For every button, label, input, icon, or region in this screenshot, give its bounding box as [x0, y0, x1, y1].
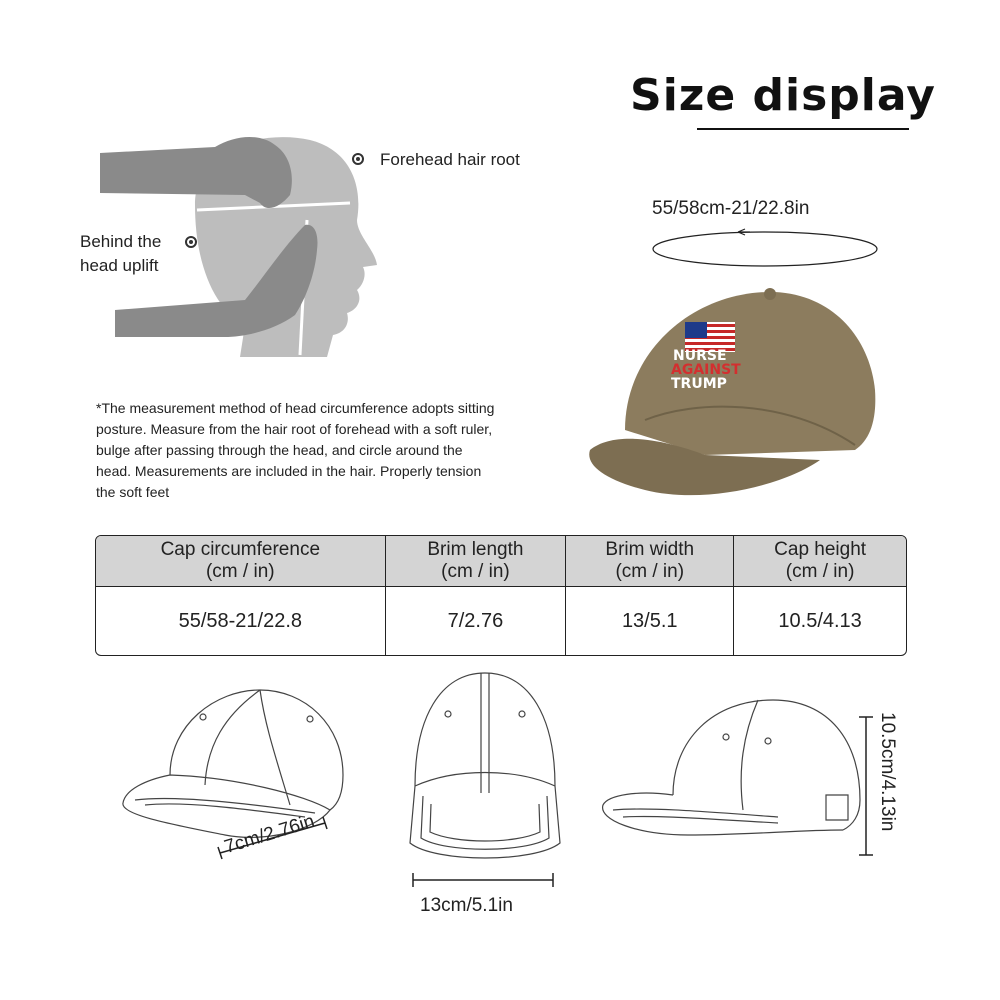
brim-length-label: 7cm/2.76in — [222, 810, 318, 859]
cap-text-line2: AGAINST — [671, 362, 741, 378]
value-brim-length: 7/2.76 — [386, 587, 567, 655]
measurement-note: *The measurement method of head circumference adopts sitting posture. Measure from the hair root of forehead with a soft ruler, bulge after passing through the head, and circle around the head. Measurements are included in the hair. Properly tension the soft feet — [96, 400, 495, 500]
circumference-label: 55/58cm-21/22.8in — [652, 198, 810, 219]
cap-front-diagram — [405, 668, 565, 893]
value-brim-width: 13/5.1 — [566, 587, 734, 655]
behind-label: Behind the head uplift — [80, 232, 162, 275]
cap-product-image — [585, 280, 885, 515]
cap-text-line1: NURSE — [673, 348, 727, 364]
header-cap-circumference: Cap circumference (cm / in) — [96, 536, 386, 587]
table-header-row — [96, 536, 906, 587]
title-underline — [697, 128, 909, 130]
cap-height-label: 10.5cm/4.13in — [877, 712, 898, 832]
circumference-ellipse — [650, 228, 880, 270]
value-cap-circumference: 55/58-21/22.8 — [96, 587, 386, 655]
forehead-label: Forehead hair root — [380, 150, 520, 169]
brim-width-label: 13cm/5.1in — [420, 895, 513, 916]
cap-text-line3: TRUMP — [671, 376, 727, 392]
header-brim-width: Brim width (cm / in) — [566, 536, 734, 587]
header-brim-length: Brim length (cm / in) — [386, 536, 567, 587]
size-table — [95, 535, 907, 656]
forehead-marker-icon — [352, 153, 364, 165]
table-row — [96, 587, 906, 655]
page-title: Size display — [630, 70, 936, 121]
cap-side-diagram — [598, 695, 888, 865]
value-cap-height: 10.5/4.13 — [778, 609, 862, 632]
header-cap-height: Cap height (cm / in) — [734, 536, 906, 587]
